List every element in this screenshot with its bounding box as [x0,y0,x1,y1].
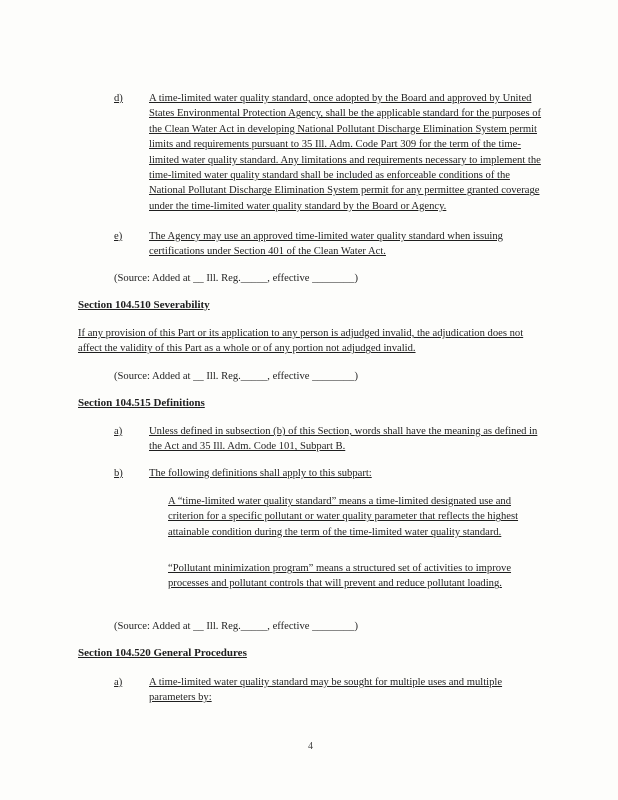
paragraph-d-text: A time-limited water quality standard, once adopted by the Board and approved by United States Environmental Protection Agency, shall be the applicable standard for the purposes of the Clean Water Act in developing National Pollutant Discharge Elimination System permit limits and requirements pursuant to 35 Ill. Adm. Code Part 309 for the term of the time-limited water quality standard. Any limitations and requirements necessary to implement the time-limited water quality standard shall be included as enforceable conditions of the National Pollutant Discharge Elimination System permit for any permittee granted coverage under the time-limited water quality standard by the Board or Agency. [149,93,542,212]
paragraph-e-text: The Agency may use an approved time-limited water quality standard when issuing certifications under Section 401 of the Clean Water Act. [149,231,503,258]
section-510-heading: Section 104.510 Severability [78,299,210,311]
paragraph-d-label: d) [114,93,123,104]
page-number: 4 [308,741,313,752]
section-515-b-text: The following definitions shall apply to this subpart: [149,468,372,479]
source-note-3: (Source: Added at __ Ill. Reg._____, effective ________) [114,621,358,632]
section-515-b-label: b) [114,468,123,479]
section-515-a-label: a) [114,426,123,437]
source-note-1: (Source: Added at __ Ill. Reg._____, effective ________) [114,273,358,284]
definition-time-limited-wqs: A “time-limited water quality standard” means a time-limited designated use and criterion for a specific pollutant or water quality parameter that reflects the highest attainable condition during the term of the time-limited water quality standard. [168,496,519,538]
definition-pollutant-minimization-program: “Pollutant minimization program” means a structured set of activities to improve processes and pollutant controls that will prevent and reduce pollutant loading. [168,563,512,590]
section-515-a-text: Unless defined in subsection (b) of this Section, words shall have the meaning as defined in the Act and 35 Ill. Adm. Code 101, Subpart B. [149,426,538,453]
section-520-heading: Section 104.520 General Procedures [78,647,247,659]
section-510-text: If any provision of this Part or its application to any person is adjudged invalid, the adjudication does not affect the validity of this Part as a whole or of any portion not adjudged invalid. [78,328,524,355]
section-515-heading: Section 104.515 Definitions [78,397,205,409]
paragraph-e-label: e) [114,231,123,242]
section-520-a-label: a) [114,677,123,688]
section-520-a-text: A time-limited water quality standard may be sought for multiple uses and multiple parameters by: [149,677,503,704]
source-note-2: (Source: Added at __ Ill. Reg._____, effective ________) [114,371,358,382]
